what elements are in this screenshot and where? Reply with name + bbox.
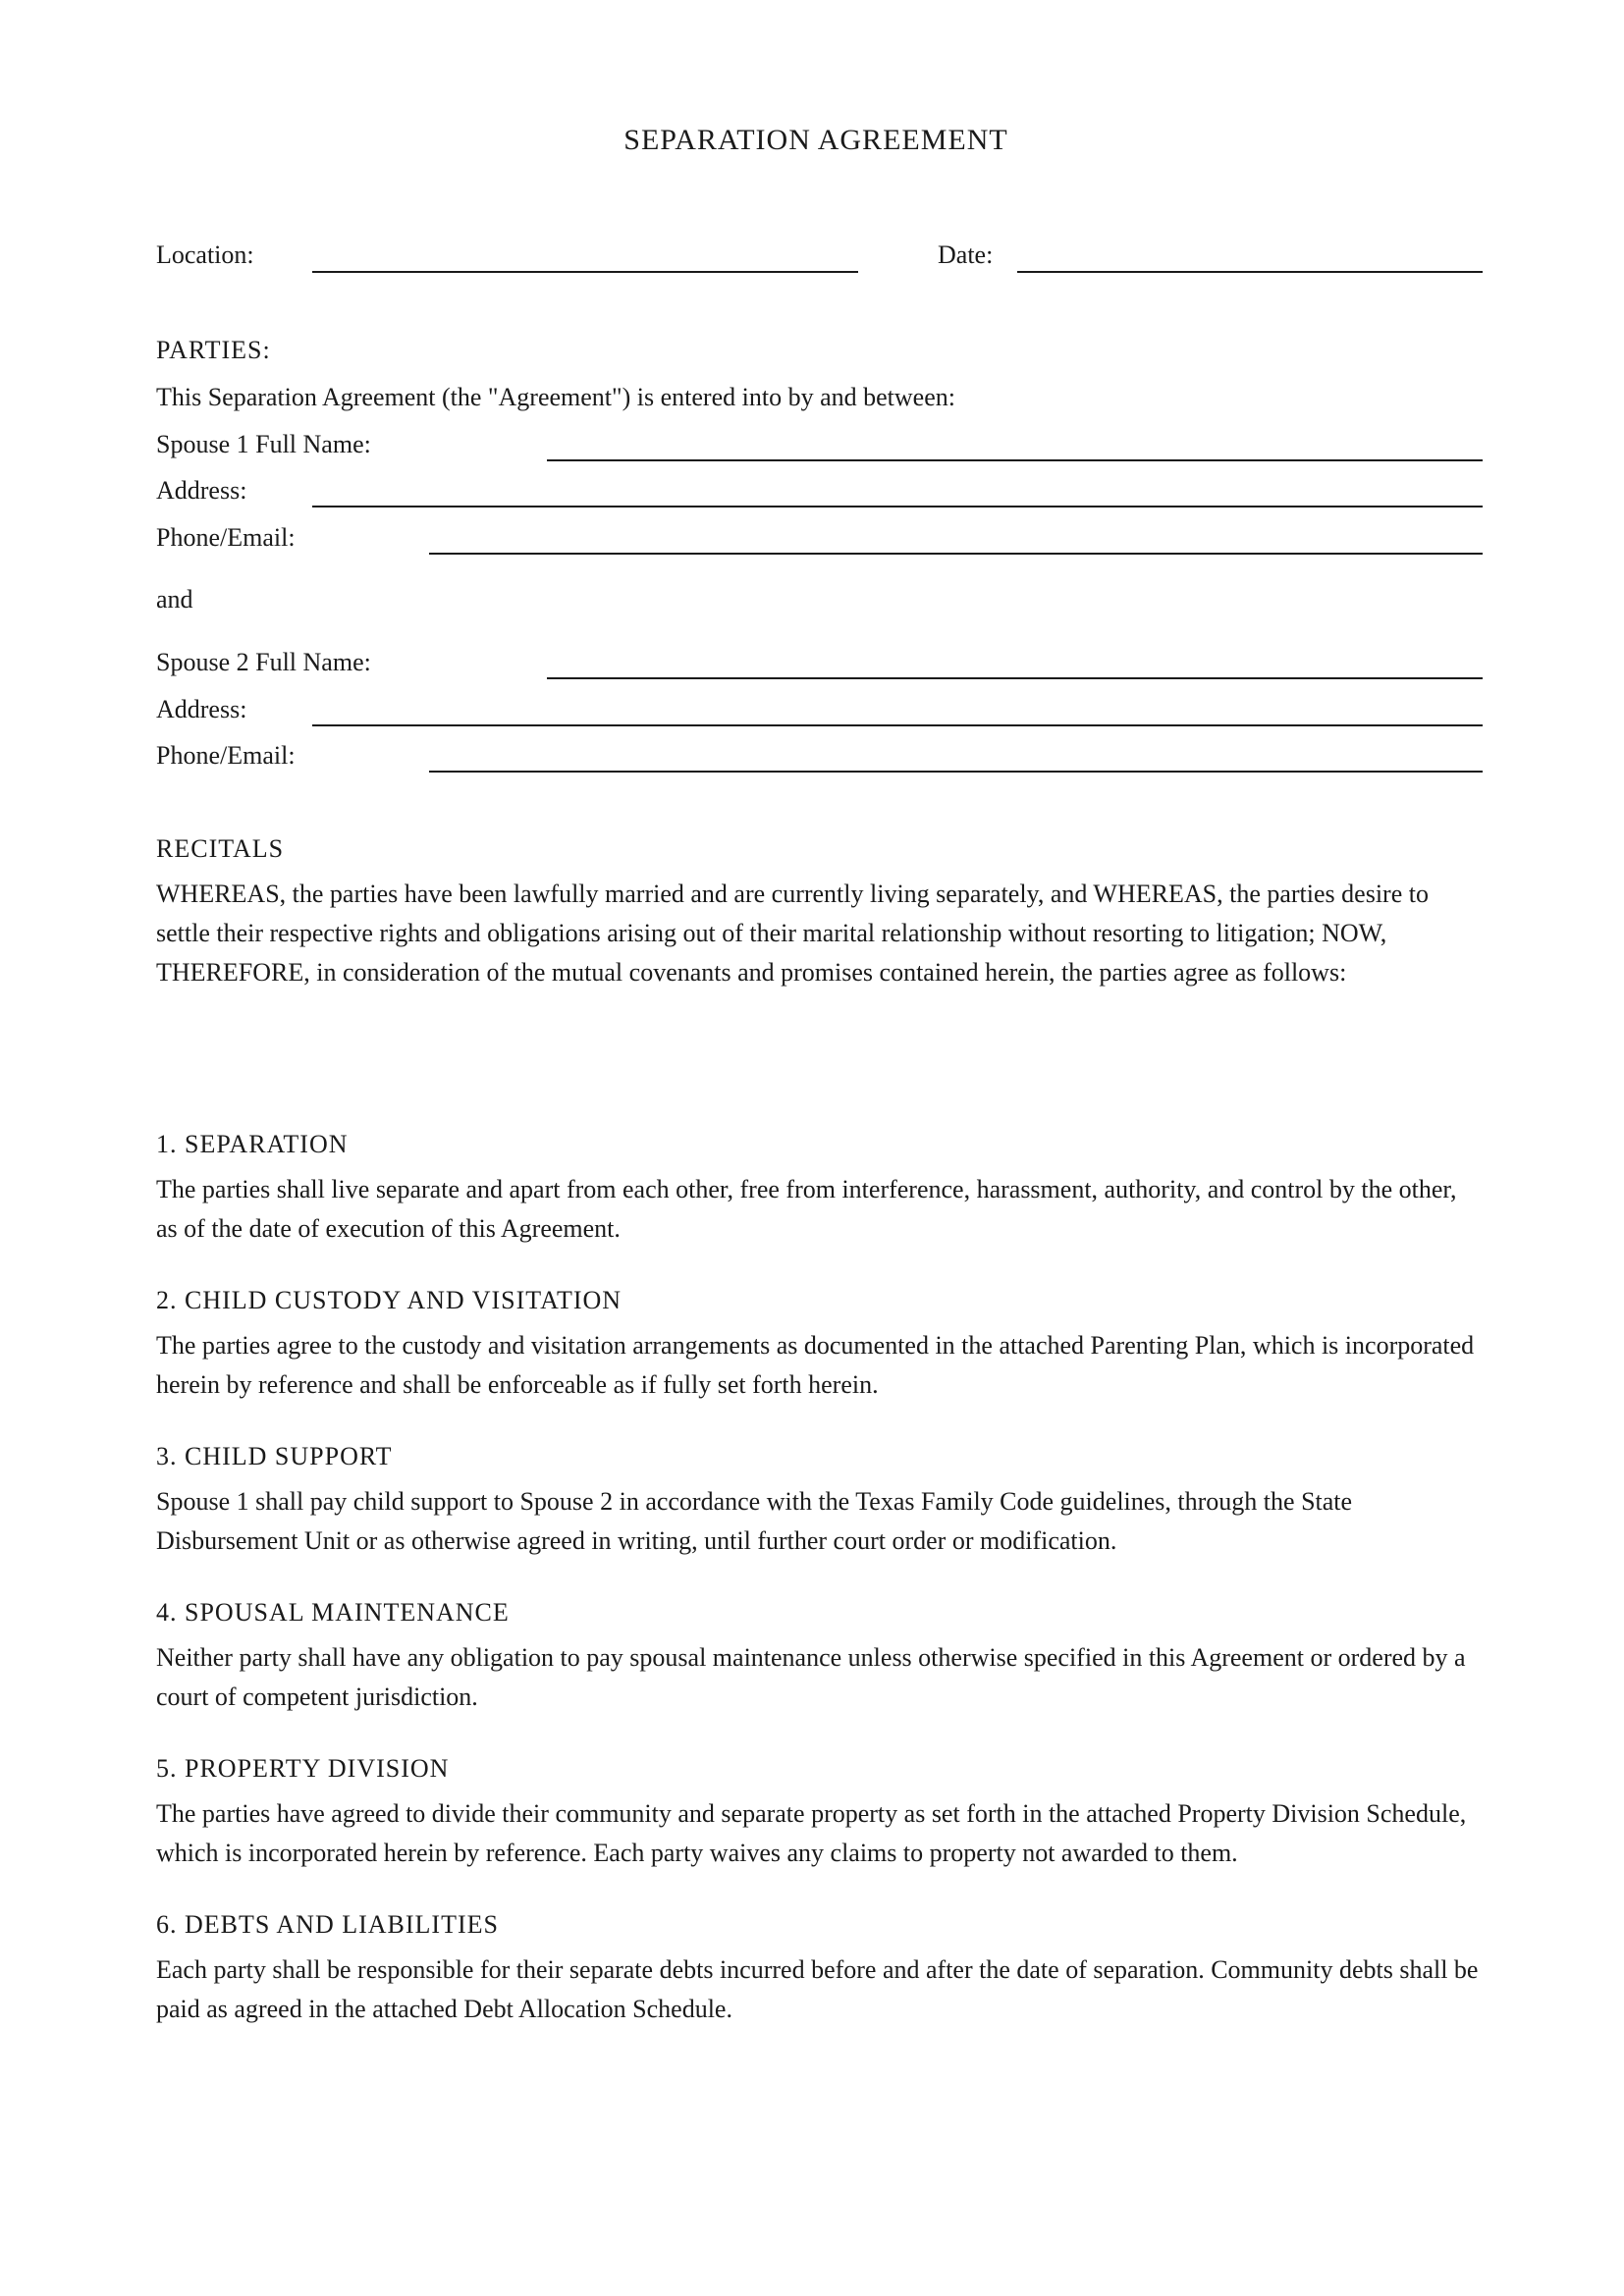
spouse1-contact-label: Phone/Email: — [156, 523, 296, 552]
spouse1-name-field[interactable] — [547, 459, 1483, 461]
section-heading-child-support: 3. CHILD SUPPORT — [156, 1442, 393, 1470]
spouse2-address-label: Address: — [156, 695, 247, 723]
parties-heading: PARTIES: — [156, 336, 271, 364]
section-heading-separation: 1. SEPARATION — [156, 1130, 349, 1158]
spouse2-name-field[interactable] — [547, 677, 1483, 679]
spouse2-contact-label: Phone/Email: — [156, 741, 296, 770]
parties-connector: and — [156, 585, 193, 614]
recitals-heading: RECITALS — [156, 834, 285, 863]
section-heading-debts-liabilities: 6. DEBTS AND LIABILITIES — [156, 1910, 499, 1939]
document-title: SEPARATION AGREEMENT — [623, 124, 1008, 156]
parties-intro: This Separation Agreement (the "Agreement") is entered into by and between: — [156, 383, 955, 411]
section-text-spousal-maintenance: Neither party shall have any obligation to pay spousal maintenance unless otherwise specified in this Agreement or ordered by a court of competent jurisdiction. — [156, 1643, 1466, 1711]
section-text-debts-liabilities: Each party shall be responsible for their separate debts incurred before and after the date of separation. Community debts shall be paid as agreed in the attached Debt Allocation Schedule. — [156, 1955, 1479, 2023]
section-heading-spousal-maintenance: 4. SPOUSAL MAINTENANCE — [156, 1598, 510, 1627]
spouse2-name-label: Spouse 2 Full Name: — [156, 648, 371, 676]
spouse1-address-field[interactable] — [312, 506, 1483, 507]
section-heading-property-division: 5. PROPERTY DIVISION — [156, 1754, 450, 1783]
section-text-property-division: The parties have agreed to divide their community and separate property as set forth in the attached Property Division Schedule, which is incorporated herein by reference. Each party waives any claims to property not awarded to them. — [156, 1799, 1467, 1867]
date-field[interactable] — [1017, 271, 1483, 273]
section-heading-child-custody: 2. CHILD CUSTODY AND VISITATION — [156, 1286, 623, 1314]
spouse1-name-label: Spouse 1 Full Name: — [156, 430, 371, 458]
spouse1-address-label: Address: — [156, 476, 247, 505]
recitals-text: WHEREAS, the parties have been lawfully married and are currently living separately, and WHEREAS, the parties desire to settle their respective rights and obligations arising out of their marital relationship without resorting to litigation; NOW, THEREFORE, in consideration of the mutual covenants and promises contained herein, the parties agree as follows: — [156, 880, 1429, 987]
section-text-child-support: Spouse 1 shall pay child support to Spouse 2 in accordance with the Texas Family Code guidelines, through the State Disbursement Unit or as otherwise agreed in writing, until further court order or modification. — [156, 1487, 1353, 1555]
spouse1-contact-field[interactable] — [429, 553, 1483, 555]
section-text-separation: The parties shall live separate and apart from each other, free from interference, harassment, authority, and control by the other, as of the date of execution of this Agreement. — [156, 1175, 1457, 1243]
spouse2-contact-field[interactable] — [429, 771, 1483, 773]
location-field[interactable] — [312, 271, 858, 273]
location-label: Location: — [156, 240, 254, 269]
date-label: Date: — [938, 240, 994, 269]
section-text-child-custody: The parties agree to the custody and visitation arrangements as documented in the attached Parenting Plan, which is incorporated herein by reference and shall be enforceable as if fully set forth herein. — [156, 1331, 1475, 1399]
spouse2-address-field[interactable] — [312, 724, 1483, 726]
